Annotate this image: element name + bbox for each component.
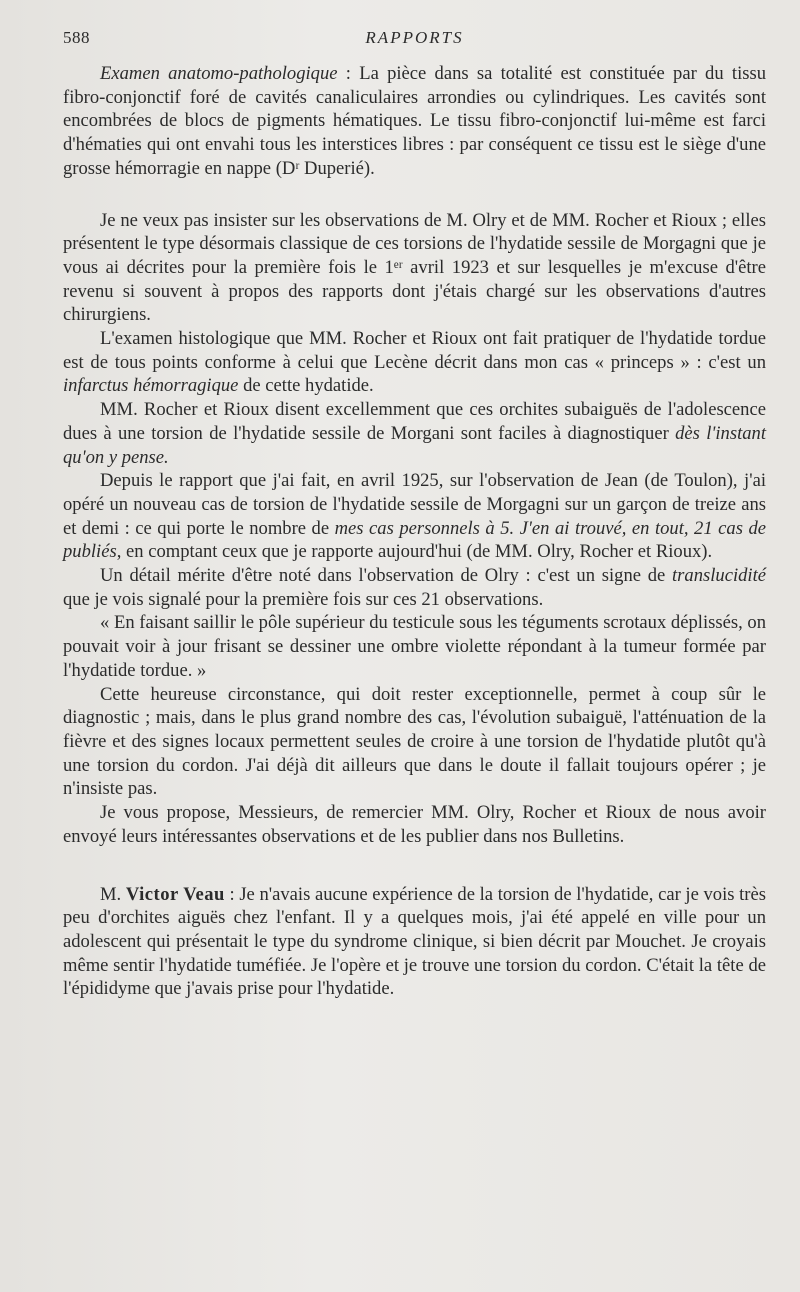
paragraph-text: MM. Rocher et Rioux disent excellemment que ces orchites subaiguës de l'adolescence dues à une torsion de l'hydatide sessile de Morgani sont faciles à diagnostiquer — [63, 399, 766, 444]
speaker-name: Victor Veau — [125, 883, 225, 905]
page-header — [63, 24, 766, 54]
paragraph-diagnostic: Cette heureuse circonstance, qui doit rester exceptionnelle, permet à coup sûr le diagnostic ; mais, dans le plus grand nombre des cas, l'évolution subaiguë, l'atténuation de la fièvre et des signes locaux permettent seules de croire à une torsion de l'hydatide plutôt qu'à une torsion du cordon. J'ai déjà dit ailleurs que dans le doute il fallait toujours opérer ; je n'insiste pas. — [63, 683, 766, 800]
paragraph-conclusion: Je vous propose, Messieurs, de remercier MM. Olry, Rocher et Rioux de nous avoir envoyé leurs intéressantes observations et de les publier dans nos Bulletins. — [63, 802, 766, 847]
paragraph-text: L'examen histologique que MM. Rocher et Rioux ont fait pratiquer de l'hydatide tordue est de tous points conforme à celui que Lecène décrit dans mon cas « princeps » : c'est un — [63, 328, 766, 373]
italic-phrase: mes cas personnels à 5. J'en ai trouvé, en tout, 21 cas de publiés — [63, 517, 767, 563]
italic-phrase: dès l'instant qu'on y pense. — [63, 422, 767, 468]
paragraph-veau-remark — [63, 883, 766, 1002]
page-number: 588 — [63, 28, 90, 47]
paragraph-text: , en comptant ceux que je rapporte aujourd'hui (de MM. Olry, Rocher et Rioux). — [116, 541, 713, 563]
paragraph-observations: Je ne veux pas insister sur les observations de M. Olry et de MM. Rocher et Rioux ; elles présentent le type désormais classique de ces torsions de l'hydatide sessile de Morgagni que je vous ai décrites pour la première fois le 1ᵉʳ avril 1923 et sur lesquelles je m'excuse d'être revenu si souvent à propos des rapports dont j'étais chargé sur les observations d'autres chirurgiens. — [63, 209, 766, 326]
paragraph-quotation: « En faisant saillir le pôle supérieur du testicule sous les téguments scrotaux déplissés, on pouvait voir à jour frisant se dessiner une ombre violette répondant à la tumeur formée par l'hydatide tordue. » — [63, 612, 766, 681]
paragraph-text: de cette hydatide. — [238, 375, 374, 397]
paragraph-text: : Je n'avais aucune expérience de la torsion de l'hydatide, car je vois très peu d'orchites aiguës chez l'enfant. Il y a quelques mois, j'ai été appelé en ville pour un adolescent qui présentait le type du syndrome clinique, si bien décrit par Mouchet. Je croyais même sentir l'hydatide tuméfiée. Je l'opère et je trouve une torsion du cordon. C'était la tête de l'épididyme que j'avais prise pour l'hydatide. — [63, 883, 766, 1000]
speaker-prefix: M. — [100, 883, 126, 905]
paragraph-text: que je vois signalé pour la première fois sur ces 21 observations. — [63, 588, 544, 610]
section-lead-in: Examen anatomo-pathologique — [100, 63, 338, 84]
paragraph-histologique — [63, 327, 766, 398]
italic-term: translucidité — [672, 565, 766, 587]
paragraph-text: Depuis le rapport que j'ai fait, en avril 1925, sur l'observation de Jean (de Toulon), j'ai opéré un nouveau cas de torsion de l'hydatide sessile de Morgagni sur un garçon de treize ans et demi : ce qui porte le nombre de — [63, 470, 766, 539]
running-title: RAPPORTS — [365, 28, 464, 47]
paragraph-anatomo-pathologique — [63, 62, 766, 181]
paragraph-orchites — [63, 398, 766, 469]
paragraph-text: : La pièce dans sa totalité est constituée par du tissu fibro-conjonctif foré de cavités canaliculaires arrondies ou cylindriques. Les cavités sont encombrées de blocs de pigments hématiques. Le tissu fibro-conjonctif lui-même est farci d'hématies qui ont envahi tous les interstices libres : par conséquent ce tissu est le siège d'une grosse hémorragie en nappe (Dʳ Duperié). — [63, 63, 766, 179]
paragraph-translucidite — [63, 564, 766, 611]
paragraph-text: Un détail mérite d'être noté dans l'observation de Olry : c'est un signe de — [100, 565, 672, 587]
italic-term: infarctus hémorragique — [63, 375, 239, 397]
paragraph-nouveau-cas — [63, 469, 766, 564]
